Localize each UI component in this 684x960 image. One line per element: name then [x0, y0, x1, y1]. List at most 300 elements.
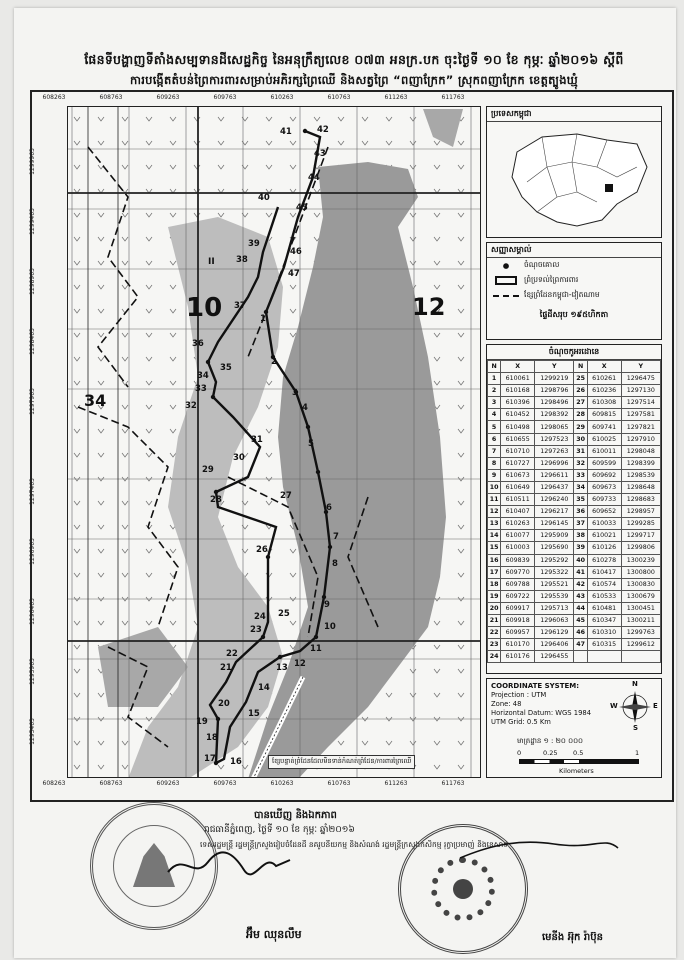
table-cell: 12: [488, 506, 501, 518]
point-label: 33: [195, 384, 207, 394]
table-row: [488, 518, 661, 530]
table-cell: 1296475: [621, 373, 660, 385]
coordinate-system-panel: [486, 678, 662, 778]
scale-tick: 1: [635, 749, 640, 757]
table-cell: 610025: [587, 433, 621, 445]
table-header-row: [488, 361, 661, 373]
point-label: 13: [276, 663, 288, 673]
table-cell: 610003: [501, 542, 535, 554]
scale-unit: Kilometers: [559, 767, 594, 775]
table-row: [488, 506, 661, 518]
table-cell: 610533: [587, 590, 621, 602]
table-row: [488, 445, 661, 457]
table-cell: 1296996: [535, 457, 574, 469]
title-line-1: ផែនទីបង្ហាញទីតាំងសម្បទានដីសេដ្ឋកិច្ច នៃអនុក្រឹត្យលេខ ០៧៣ អនក្រ.បក ចុះថ្ងៃទី ១០ ខែ កុម្ភៈ ឆ្នាំ២០១៦ ស្តីពី: [84, 52, 624, 67]
table-cell: 39: [574, 542, 587, 554]
table-cell: 1296611: [535, 469, 574, 481]
table-row: [488, 373, 661, 385]
coords-title: ចំណុចកូអរដោនេ: [487, 345, 661, 360]
table-cell: 610310: [587, 627, 621, 639]
legend-item: [487, 258, 661, 273]
table-cell: 609722: [501, 590, 535, 602]
table-cell: 1296217: [535, 506, 574, 518]
cs-grid: UTM Grid: 0.5 Km: [491, 718, 551, 726]
table-cell: 1299806: [621, 542, 660, 554]
table-cell: 609918: [501, 614, 535, 626]
table-row: [488, 627, 661, 639]
x-tick: 609763: [213, 94, 237, 101]
compass-east: E: [653, 702, 658, 710]
col-header: X: [501, 361, 535, 373]
y-tick: 1295963: [28, 658, 36, 685]
legend-item: [487, 273, 661, 288]
table-cell: 610673: [501, 469, 535, 481]
table-cell: 610315: [587, 639, 621, 651]
table-row: [488, 590, 661, 602]
point-label: 12: [294, 659, 306, 669]
point-label: 21: [220, 663, 232, 673]
y-tick: 1299963: [28, 148, 36, 175]
table-row: [488, 385, 661, 397]
right-signatory-name: មេនីង អ៊ុក រ៉ាប៊ុន: [542, 932, 603, 943]
table-cell: 14: [488, 530, 501, 542]
compass-north: N: [632, 680, 638, 688]
map-title: [34, 50, 674, 90]
legend-title: សញ្ញាសម្គាល់: [487, 243, 661, 258]
table-cell: 610481: [587, 602, 621, 614]
coordinates-body: [488, 373, 661, 663]
table-cell: 609692: [587, 469, 621, 481]
table-cell: 1300800: [621, 566, 660, 578]
table-cell: 1297523: [535, 433, 574, 445]
point-label: 22: [226, 649, 238, 659]
point-label: 41: [280, 127, 292, 137]
table-cell: 1296437: [535, 481, 574, 493]
table-cell: 609673: [587, 481, 621, 493]
table-cell: 1298648: [621, 481, 660, 493]
coordinates-table: [487, 360, 661, 663]
table-row: [488, 542, 661, 554]
table-cell: 46: [574, 627, 587, 639]
table-cell: 6: [488, 433, 501, 445]
x-tick: 610763: [327, 780, 351, 787]
table-row: [488, 554, 661, 566]
point-label: 44: [308, 173, 320, 183]
border-line-symbol-icon: [491, 295, 521, 297]
x-tick: 611763: [441, 780, 465, 787]
table-row: [488, 481, 661, 493]
x-tick: 609263: [156, 780, 180, 787]
x-tick: 610763: [327, 94, 351, 101]
x-tick: 608263: [42, 780, 66, 787]
point-label: 47: [288, 269, 300, 279]
compass-south: S: [633, 724, 639, 732]
point-label: 36: [192, 339, 204, 349]
y-tick: 1295463: [28, 718, 36, 745]
table-cell: 610511: [501, 494, 535, 506]
table-cell: 1298683: [621, 494, 660, 506]
inset-map-panel: [486, 106, 662, 238]
table-cell: [574, 651, 587, 663]
table-cell: 609599: [587, 457, 621, 469]
table-cell: 1296406: [535, 639, 574, 651]
table-cell: 610176: [501, 651, 535, 663]
map-svg: [68, 107, 481, 778]
table-cell: 2: [488, 385, 501, 397]
table-cell: 1295322: [535, 566, 574, 578]
table-cell: 1297821: [621, 421, 660, 433]
x-tick: 610263: [270, 780, 294, 787]
table-row: [488, 397, 661, 409]
table-cell: 1296063: [535, 614, 574, 626]
table-cell: 610308: [587, 397, 621, 409]
table-cell: 1296455: [535, 651, 574, 663]
table-cell: 1: [488, 373, 501, 385]
x-tick: 609763: [213, 780, 237, 787]
table-cell: 47: [574, 639, 587, 651]
table-cell: 1296145: [535, 518, 574, 530]
table-row: [488, 421, 661, 433]
point-label: 20: [218, 699, 230, 709]
point-label: 2: [271, 357, 277, 367]
table-cell: 609839: [501, 554, 535, 566]
point-label: 40: [258, 193, 270, 203]
signatory-line: ទេសរដ្ឋមន្ត្រី រដ្ឋមន្ត្រីក្រសួងរៀបចំដែនដី នគរូបនីយកម្ម និងសំណង់ រដ្ឋមន្ត្រីក្រសួងកសិកម្ម រុក្ខាប្រមាញ់ និងនេសាទ: [199, 840, 509, 849]
grid-label-34: 34: [84, 391, 107, 410]
legend-label: ខ្សែព្រំដែនកម្ពុជា-វៀតណាម: [524, 290, 600, 299]
table-cell: 45: [574, 614, 587, 626]
approval-text: បានឃើញ និងឯកភាព: [254, 810, 337, 821]
table-cell: 30: [574, 433, 587, 445]
point-symbol-icon: ●: [502, 261, 510, 270]
point-label: 31: [251, 435, 263, 445]
inset-title: ប្រទេសកម្ពុជា: [487, 107, 661, 122]
table-cell: 9: [488, 469, 501, 481]
total-area: ផ្ទៃដីសរុប ១៩៥ហិកតា: [539, 310, 609, 319]
table-cell: 40: [574, 554, 587, 566]
table-cell: 1297514: [621, 397, 660, 409]
right-signature-icon: [454, 828, 624, 868]
table-cell: 38: [574, 530, 587, 542]
point-label: 11: [310, 644, 322, 654]
table-cell: 1297263: [535, 445, 574, 457]
legend-label: ព្រំប្រទល់ព្រៃការពារ: [524, 275, 579, 284]
table-cell: 1298065: [535, 421, 574, 433]
table-cell: 1295521: [535, 578, 574, 590]
y-tick: 1297463: [28, 478, 36, 505]
table-cell: 610261: [587, 373, 621, 385]
coordinates-panel: [486, 344, 662, 674]
table-cell: 16: [488, 554, 501, 566]
table-cell: 610452: [501, 409, 535, 421]
table-cell: 41: [574, 566, 587, 578]
scale-tick: 0: [517, 749, 522, 757]
scale-tick: 0.25: [543, 749, 558, 757]
point-label: 29: [202, 465, 214, 475]
cs-datum: Horizontal Datum: WGS 1984: [491, 709, 592, 717]
table-cell: 610347: [587, 614, 621, 626]
table-cell: 33: [574, 469, 587, 481]
point-label: 8: [332, 559, 338, 569]
table-cell: 610417: [587, 566, 621, 578]
map-canvas[interactable]: [67, 106, 481, 778]
point-label: 24: [254, 612, 266, 622]
legend-label: ចំណុចគោល: [524, 260, 560, 269]
col-header: N: [574, 361, 587, 373]
y-tick: 1296963: [28, 538, 36, 565]
table-row: [488, 639, 661, 651]
table-cell: 34: [574, 481, 587, 493]
table-cell: 610021: [587, 530, 621, 542]
table-cell: 1300239: [621, 554, 660, 566]
x-tick: 611263: [384, 780, 408, 787]
table-cell: 1299219: [535, 373, 574, 385]
x-tick: 609263: [156, 94, 180, 101]
road-caption: ខ្សែបន្ទាត់ព្រំដែនដែលមិនទាន់កំណត់ព្រំដែន/ការពារព្រៃឈើ: [268, 755, 415, 769]
table-cell: 1295909: [535, 530, 574, 542]
table-cell: 36: [574, 506, 587, 518]
table-row: [488, 409, 661, 421]
left-signature-icon: [164, 844, 294, 884]
point-label: 35: [220, 363, 232, 373]
table-cell: 610236: [587, 385, 621, 397]
point-label: 3: [292, 388, 298, 398]
table-cell: 25: [574, 373, 587, 385]
table-cell: 32: [574, 457, 587, 469]
x-tick: 608763: [99, 94, 123, 101]
point-label: 10: [324, 622, 336, 632]
table-cell: 610168: [501, 385, 535, 397]
point-label: 39: [248, 239, 260, 249]
point-label: 19: [196, 717, 208, 727]
y-tick: 1299463: [28, 208, 36, 235]
table-cell: 1298392: [535, 409, 574, 421]
x-tick: 608263: [42, 94, 66, 101]
table-cell: 42: [574, 578, 587, 590]
scale-tick: 0.5: [573, 749, 584, 757]
point-label: 17: [204, 754, 216, 764]
table-cell: 610727: [501, 457, 535, 469]
col-header: X: [587, 361, 621, 373]
point-label: 1: [260, 314, 266, 324]
point-label: 43: [314, 149, 326, 159]
table-cell: 1298496: [535, 397, 574, 409]
table-cell: 610126: [587, 542, 621, 554]
point-label: 30: [233, 453, 245, 463]
table-cell: 26: [574, 385, 587, 397]
table-cell: 3: [488, 397, 501, 409]
table-cell: 22: [488, 627, 501, 639]
table-cell: 23: [488, 639, 501, 651]
table-row: [488, 602, 661, 614]
table-cell: 1299717: [621, 530, 660, 542]
table-row: [488, 457, 661, 469]
table-cell: 20: [488, 602, 501, 614]
point-label: 16: [230, 757, 242, 767]
title-line-2: ការបង្កើតតំបន់ព្រៃការពារសម្រាប់អភិរក្សព្រៃឈើ និងសត្វព្រៃ “ពញាក្រែក” ស្រុកពញាក្រែក ខេត្តត្បូងឃ្មុំ: [129, 73, 579, 87]
point-label: 5: [308, 439, 314, 449]
table-cell: 27: [574, 397, 587, 409]
table-row: [488, 530, 661, 542]
point-label: 4: [302, 403, 308, 413]
table-row: [488, 614, 661, 626]
table-cell: 1295292: [535, 554, 574, 566]
table-cell: 1295713: [535, 602, 574, 614]
table-cell: 609815: [587, 409, 621, 421]
table-cell: 610077: [501, 530, 535, 542]
table-cell: 7: [488, 445, 501, 457]
point-label: 9: [324, 600, 330, 610]
table-cell: 17: [488, 566, 501, 578]
table-cell: 1299763: [621, 627, 660, 639]
table-cell: 1300211: [621, 614, 660, 626]
table-cell: 610170: [501, 639, 535, 651]
table-cell: 1300451: [621, 602, 660, 614]
x-tick: 610263: [270, 94, 294, 101]
table-cell: 11: [488, 494, 501, 506]
point-label: 34: [197, 371, 209, 381]
table-cell: 1297581: [621, 409, 660, 421]
point-label: 15: [248, 709, 260, 719]
point-label: 46: [290, 247, 302, 257]
table-cell: 610655: [501, 433, 535, 445]
table-cell: 1296240: [535, 494, 574, 506]
point-label: 6: [326, 503, 332, 513]
table-cell: 18: [488, 578, 501, 590]
legend-item: [487, 288, 661, 303]
table-cell: 21: [488, 614, 501, 626]
table-cell: 610574: [587, 578, 621, 590]
x-tick: 611263: [384, 94, 408, 101]
grid-label-10: 10: [186, 293, 223, 323]
scale-bar: [519, 759, 639, 764]
compass-west: W: [610, 702, 618, 710]
table-cell: 37: [574, 518, 587, 530]
table-cell: 610263: [501, 518, 535, 530]
grid-label-12: 12: [412, 293, 446, 321]
left-signatory-name: អ៊ឹម ឈុនលឹម: [246, 928, 302, 941]
x-tick: 611763: [441, 94, 465, 101]
cambodia-outline: [487, 122, 659, 234]
point-label: 25: [278, 609, 290, 619]
scale-text: មាត្រដ្ឋាន ១ : ២០ ០០០: [517, 737, 583, 745]
table-row: [488, 578, 661, 590]
table-cell: 610011: [587, 445, 621, 457]
col-header: Y: [621, 361, 660, 373]
col-header: Y: [535, 361, 574, 373]
point-label: 14: [258, 683, 270, 693]
table-cell: 609741: [587, 421, 621, 433]
point-label: 37: [234, 301, 246, 311]
table-cell: 1297130: [621, 385, 660, 397]
date-text: រាជធានីភ្នំពេញ, ថ្ងៃទី ១០ ខែ កុម្ភៈ ឆ្នាំ២០១៦: [204, 825, 355, 835]
table-row: [488, 566, 661, 578]
table-cell: 609957: [501, 627, 535, 639]
table-cell: 1295690: [535, 542, 574, 554]
point-label: 7: [333, 532, 339, 542]
legend-panel: [486, 242, 662, 340]
table-cell: 1298399: [621, 457, 660, 469]
table-cell: 1298539: [621, 469, 660, 481]
table-row: [488, 651, 661, 663]
grid-label-ii: II: [208, 257, 215, 267]
site-marker: [605, 184, 613, 192]
table-cell: 35: [574, 494, 587, 506]
scale-ticks: [517, 749, 647, 759]
table-cell: 609917: [501, 602, 535, 614]
boundary-symbol-icon: [491, 276, 521, 285]
table-cell: 1297910: [621, 433, 660, 445]
table-cell: 28: [574, 409, 587, 421]
table-cell: 1298048: [621, 445, 660, 457]
table-cell: 610061: [501, 373, 535, 385]
table-cell: 1296129: [535, 627, 574, 639]
table-row: [488, 469, 661, 481]
col-header: N: [488, 361, 501, 373]
table-cell: 1300679: [621, 590, 660, 602]
table-cell: 610033: [587, 518, 621, 530]
table-cell: 31: [574, 445, 587, 457]
table-cell: 609652: [587, 506, 621, 518]
table-cell: 10: [488, 481, 501, 493]
table-cell: 43: [574, 590, 587, 602]
point-label: 32: [185, 401, 197, 411]
table-cell: 13: [488, 518, 501, 530]
table-cell: 1299612: [621, 639, 660, 651]
point-label: 45: [296, 203, 308, 213]
table-row: [488, 433, 661, 445]
table-cell: 4: [488, 409, 501, 421]
table-cell: 609788: [501, 578, 535, 590]
compass-rose-icon: [610, 680, 658, 732]
table-cell: 1299285: [621, 518, 660, 530]
document-sheet: [14, 8, 676, 958]
table-cell: 44: [574, 602, 587, 614]
point-label: 27: [280, 491, 292, 501]
table-cell: 610396: [501, 397, 535, 409]
table-cell: 5: [488, 421, 501, 433]
y-tick: 1298963: [28, 268, 36, 295]
table-cell: 29: [574, 421, 587, 433]
cs-title: COORDINATE SYSTEM:: [491, 682, 580, 690]
table-cell: 15: [488, 542, 501, 554]
table-cell: [587, 651, 621, 663]
cs-projection: Projection : UTM: [491, 691, 547, 699]
point-label: 38: [236, 255, 248, 265]
table-cell: 610649: [501, 481, 535, 493]
table-cell: 24: [488, 651, 501, 663]
table-cell: 19: [488, 590, 501, 602]
table-cell: 1295539: [535, 590, 574, 602]
table-cell: 1300830: [621, 578, 660, 590]
table-cell: 610498: [501, 421, 535, 433]
table-cell: [621, 651, 660, 663]
point-label: 42: [317, 125, 329, 135]
y-tick: 1298463: [28, 328, 36, 355]
point-label: 18: [206, 733, 218, 743]
table-cell: 610407: [501, 506, 535, 518]
point-label: 26: [256, 545, 268, 555]
table-cell: 1298957: [621, 506, 660, 518]
point-label: 28: [210, 495, 222, 505]
table-cell: 610710: [501, 445, 535, 457]
table-cell: 8: [488, 457, 501, 469]
y-tick: 1297963: [28, 388, 36, 415]
table-row: [488, 494, 661, 506]
cs-zone: Zone: 48: [491, 700, 522, 708]
table-cell: 609733: [587, 494, 621, 506]
y-tick: 1296463: [28, 598, 36, 625]
